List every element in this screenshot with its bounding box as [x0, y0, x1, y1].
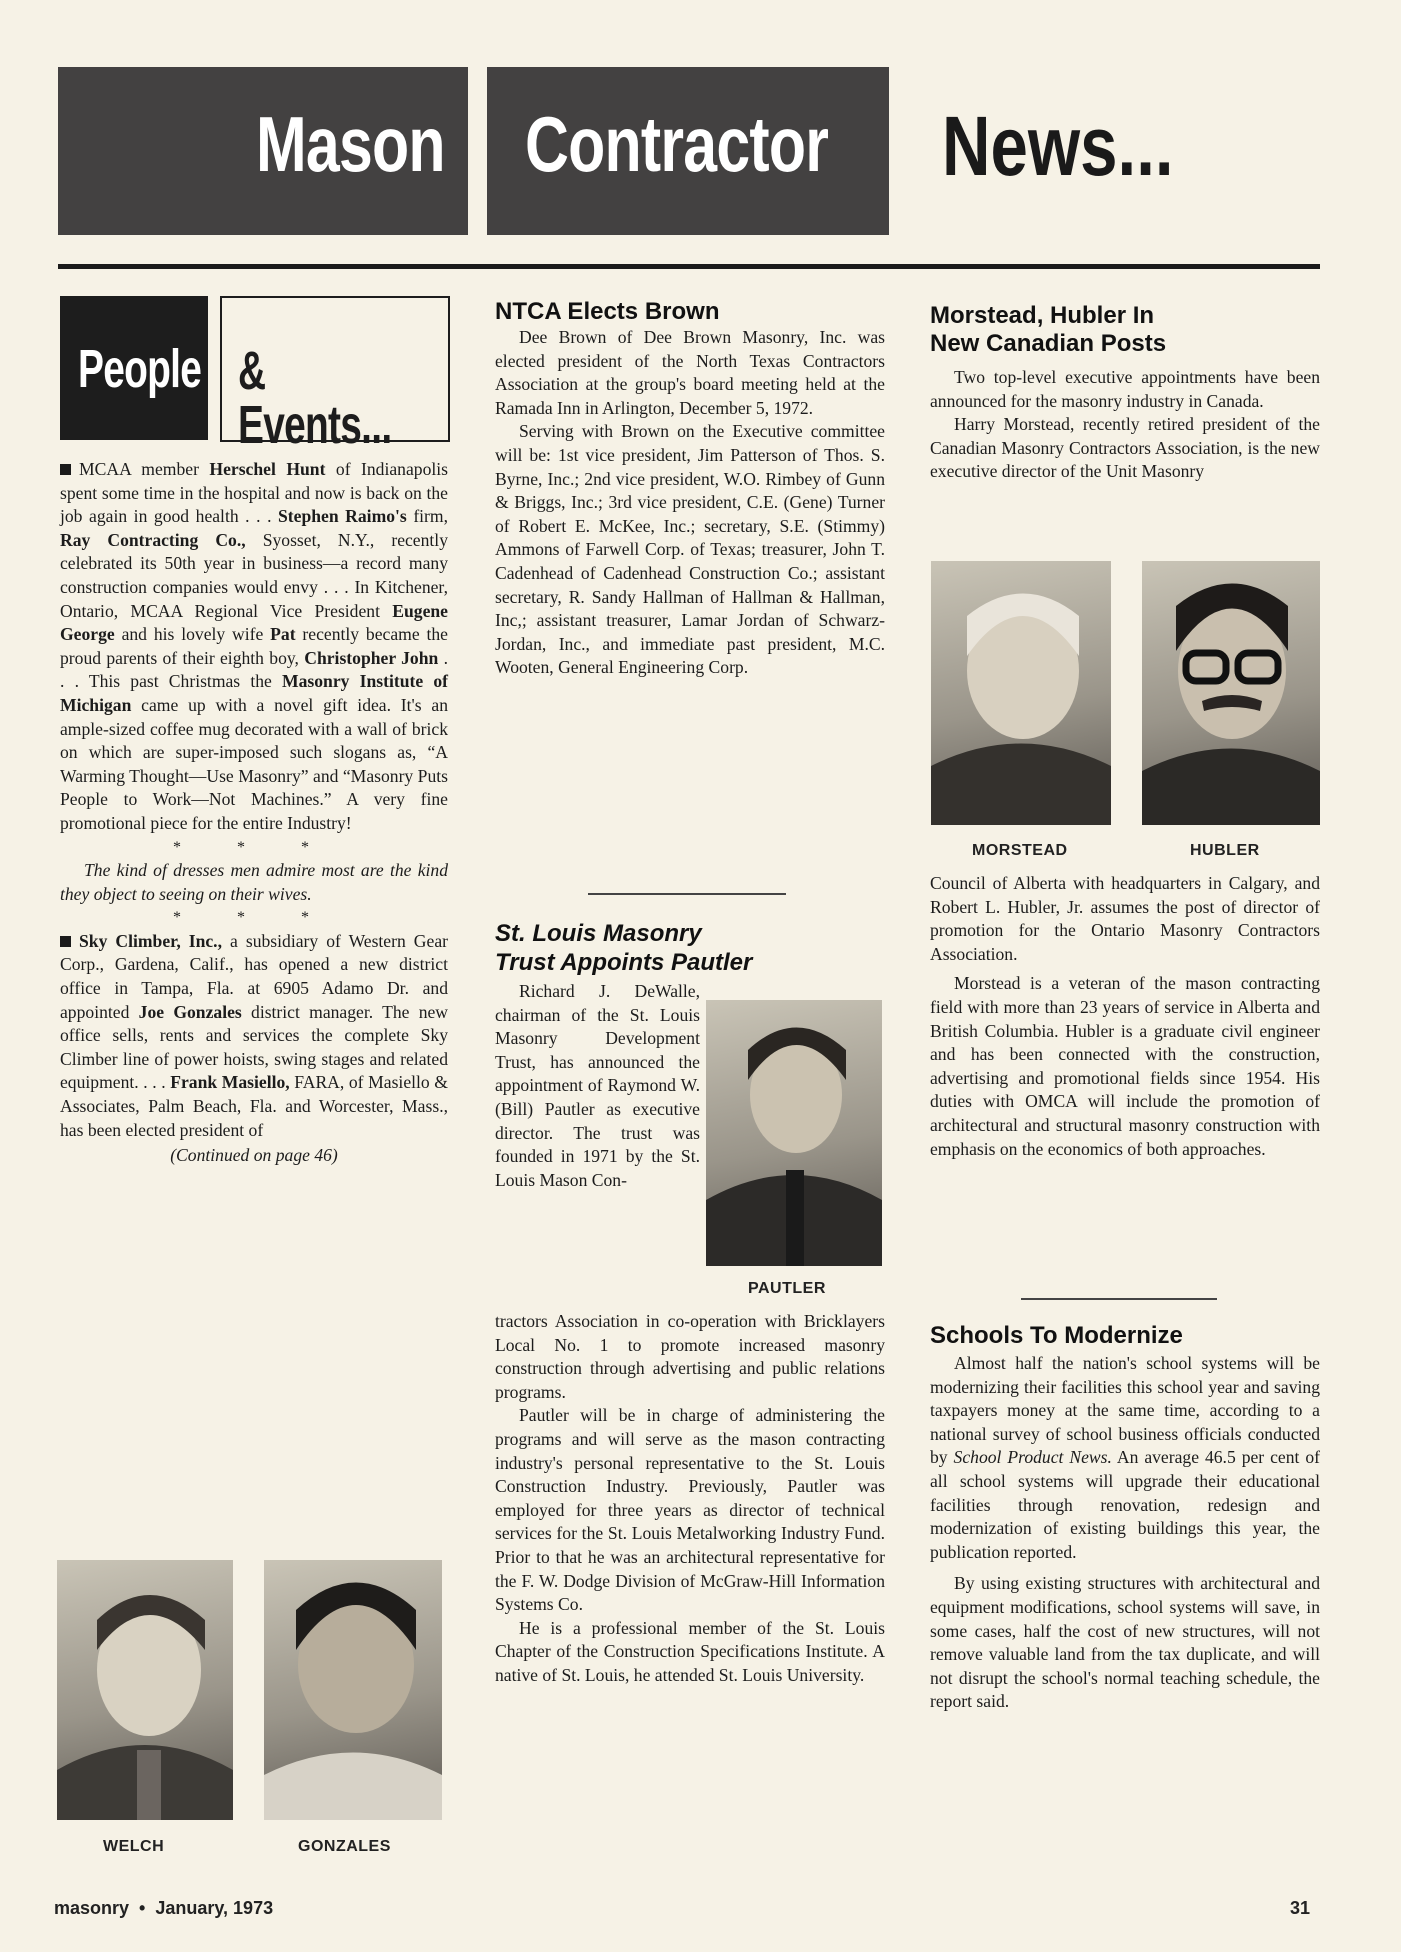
col1-p1-run: Pat [270, 624, 296, 645]
morstead-paragraph-3: Morstead is a veteran of the mason contracting field with more than 23 years of service in Alberta and British Columbia. Hubler is a graduate civil engineer and has been connected with the construction, advertising and promotional fields since 1954. His duties with OMCA will include the promotion of architectural and structural masonry construction with emphasis on the economics of both approaches. [930, 973, 1320, 1159]
continued-note: (Continued on page 46) [170, 1145, 338, 1166]
ntca-article [495, 326, 885, 680]
caption-pautler: PAUTLER [748, 1280, 826, 1297]
photo-pautler [706, 1000, 882, 1266]
headline-st-louis-2: Trust Appoints Pautler [495, 949, 753, 976]
masthead-word-contractor: Contractor [525, 100, 829, 188]
morstead-paragraph-1: Two top-level executive appointments have been announced for the masonry industry in Canada. [930, 367, 1320, 411]
col3-sch_p1-run: School Product News. [953, 1447, 1112, 1468]
schools-paragraph-2: By using existing structures with architectural and equipment modifications, school systems will save, in some cases, half the cost of new structures, will not remove valuable land from the tax duplicate, and will not disrupt the school's normal teaching schedule, the report said. [930, 1573, 1320, 1712]
people-label: People [78, 339, 202, 399]
section-divider-stars: * * * [173, 838, 335, 856]
col1-p1-run: . . . This past Christmas the [60, 647, 449, 692]
st-louis-article-wrap [495, 980, 700, 1192]
masthead-box-contractor [487, 67, 889, 235]
col3-sch_p1-run: Almost half the nation's school systems will be modernizing their facilities this school year and saving taxpayers money at the same time, according to a national survey of school business officials conducted by [930, 1353, 1320, 1468]
col1-p1-run: Herschel Hunt [209, 459, 326, 479]
col1-p1-run: Christopher John [304, 647, 439, 668]
col1-p1-run: Syosset, N.Y., recently celebrated its 50th year in business—a record many construction companies would envy . . . In Kitchener, Ontario, MCAA Regional Vice President [60, 529, 448, 621]
people-events-paragraph-2 [60, 930, 448, 1142]
st-louis-article [495, 1310, 885, 1688]
col1-p1-run: of Indianapolis spent some time in the hospital and now is back on the job again in good health . . . [60, 459, 448, 527]
photo-morstead [931, 561, 1111, 825]
caption-morstead: MORSTEAD [972, 842, 1068, 859]
photo-hubler [1142, 561, 1320, 825]
bullet-icon [60, 936, 71, 947]
morstead-paragraph-2a: Harry Morstead, recently retired president of the Canadian Masonry Contractors Association, is the new executive director of the Unit Masonry [930, 414, 1320, 482]
filler-quote: The kind of dresses men admire most are the kind they object to seeing on their wives. [60, 860, 448, 904]
masthead-rule [58, 264, 1320, 269]
section-divider-stars: * * * [173, 909, 335, 927]
photo-gonzales [264, 1560, 442, 1820]
st-louis-paragraph-1b: tractors Association in co-operation with Bricklayers Local No. 1 to promote increased masonry construction through advertising and public relations programs. [495, 1311, 885, 1402]
col1-p1-run: Masonry Institute of Michigan [60, 671, 448, 715]
page-number: 31 [1290, 1898, 1311, 1918]
col1-p1-run: Eugene George [60, 600, 448, 645]
col1-p2-run: Joe Gonzales [138, 1001, 242, 1022]
col1-p1-run: firm, [406, 506, 449, 527]
headline-schools: Schools To Modernize [930, 1322, 1183, 1349]
headline-morstead-2: New Canadian Posts [930, 330, 1167, 357]
col1-p1-run: Stephen Raimo's [278, 506, 407, 527]
masthead-word-news: News... [942, 99, 1174, 193]
col3-sch_p1-run: An average 46.5 per cent of all school systems will upgrade their educational facilities through renovation, redesign and modernization of existing buildings this year, the publication reported. [930, 1447, 1321, 1562]
events-label: & Events... [238, 341, 392, 455]
st-louis-paragraph-2: Pautler will be in charge of administering the programs and will serve as the mason contracting industry's personal representative to the St. Louis Construction Industry. Previously, Pautler was employed for three years as director of technical services for the St. Louis Metalworking Industry Fund. Prior to that he was an architectural representative for the F. W. Dodge Division of McGraw-Hill Information Systems Co. [495, 1405, 885, 1615]
article-divider [588, 893, 786, 895]
footer-issue: masonry • January, 1973 [54, 1898, 274, 1918]
col1-p1-run: came up with a novel gift idea. It's an ample-sized coffee mug decorated with a wall of brick on which are super-imposed such slogans as, “A Warming Thought—Use Masonry” and “Masonry Puts People to Work—Not Machines.” A very fine promotional piece for the entire Industry! [60, 694, 448, 833]
col1-p2-run: FARA, of Masiello & Associates, Palm Beach, Fla. and Worcester, Mass., has been elected president of [60, 1072, 448, 1140]
masthead-word-mason: Mason [256, 100, 445, 188]
events-label-box [220, 296, 450, 455]
schools-paragraph-1 [930, 1352, 1320, 1564]
headline-st-louis-1: St. Louis Masonry [495, 920, 702, 947]
article-divider [1021, 1298, 1217, 1300]
bullet-icon [60, 464, 71, 475]
col1-p2-run: district manager. The new office sells, rents and services the complete Sky Climber line of power hoists, swing stages and related equipment. . . . [60, 1001, 449, 1093]
morstead-paragraph-2b: Council of Alberta with headquarters in Calgary, and Robert L. Hubler, Jr. assumes the post of director of promotion for the Ontario Masonry Contractors Association. [930, 873, 1320, 964]
people-events-paragraph-1 [60, 458, 448, 836]
col1-p1-run: MCAA member [79, 459, 210, 479]
headline-morstead-1: Morstead, Hubler In [930, 302, 1155, 329]
col1-p2-run: a subsidiary of Western Gear Corp., Gardena, Calif., has opened a new district office in Tampa, Fla. at 6905 Adamo Dr. and appointed [60, 930, 448, 1022]
col1-p1-run: and his lovely wife [114, 624, 271, 645]
st-louis-paragraph-1a: Richard J. DeWalle, chairman of the St. Louis Masonry Development Trust, has announced the appointment of Raymond W. (Bill) Pautler as executive director. The trust was founded in 1971 by the St. Louis Mason Con- [495, 981, 700, 1190]
col1-p2-run: Frank Masiello, [170, 1072, 290, 1093]
headline-ntca: NTCA Elects Brown [495, 298, 720, 325]
col1-p2-run: Sky Climber, Inc., [79, 930, 222, 951]
people-events-column [60, 458, 448, 1168]
photo-welch [57, 1560, 233, 1820]
people-label-box [60, 296, 208, 440]
col1-p1-run: Ray Contracting Co., [60, 529, 246, 550]
st-louis-paragraph-3: He is a professional member of the St. Louis Chapter of the Construction Specifications Institute. A native of St. Louis, he attended St. Louis University. [495, 1617, 885, 1685]
caption-welch: WELCH [103, 1838, 165, 1855]
caption-gonzales: GONZALES [298, 1838, 391, 1855]
ntca-paragraph-1: Dee Brown of Dee Brown Masonry, Inc. was elected president of the North Texas Contractors Association at the group's board meeting held at the Ramada Inn in Arlington, December 5, 1972. [495, 327, 885, 418]
caption-hubler: HUBLER [1190, 842, 1260, 859]
morstead-article-top [930, 366, 1320, 484]
morstead-article-bottom [930, 872, 1320, 1161]
schools-article [930, 1352, 1320, 1714]
ntca-paragraph-2: Serving with Brown on the Executive committee will be: 1st vice president, Jim Patterson of Thos. S. Byrne, Inc.; 2nd vice president, W.O. Rimbey of Gunn & Briggs, Inc.; 3rd vice president, C.E. (Gene) Turner of Robert E. McKee, Inc.; secretary, S.E. (Stimmy) Ammons of Farwell Corp. of Texas; treasurer, John T. Cadenhead of Cadenhead Construction Co.; assistant secretary, R. Sandy Hallman of Hallman & Hallman, Inc,; assistant treasurer, Lamar Jordan of Schwarz-Jordan, Inc., and immediate past president, M.C. Wooten, General Engineering Corp. [495, 421, 885, 678]
col1-p1-run: recently became the proud parents of their eighth boy, [60, 624, 448, 668]
masthead-box-mason [58, 67, 468, 235]
